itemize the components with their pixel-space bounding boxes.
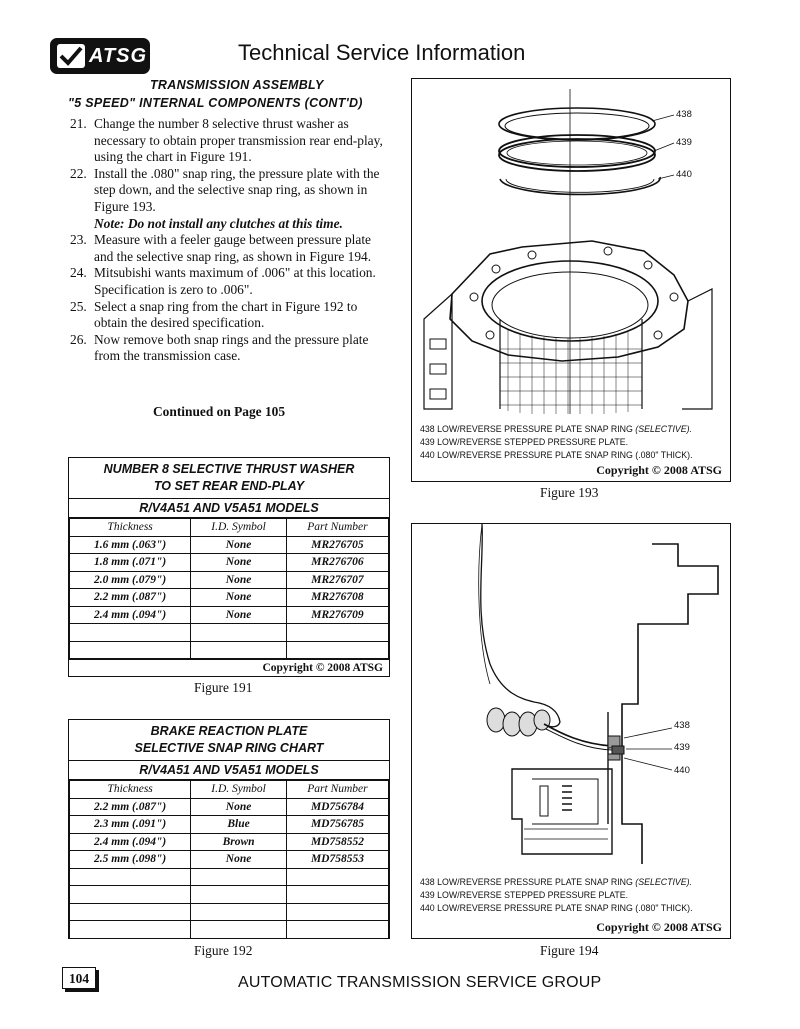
column-header: Part Number xyxy=(286,519,388,537)
step-item xyxy=(70,232,390,265)
cell: MR276706 xyxy=(286,554,388,572)
step-number: 23. xyxy=(70,232,87,248)
step-item xyxy=(70,116,390,166)
table-row xyxy=(70,851,389,869)
table-title xyxy=(69,458,389,499)
cell: 1.8 mm (.071") xyxy=(70,554,191,572)
figure-caption xyxy=(420,423,693,461)
cell: 2.0 mm (.079") xyxy=(70,571,191,589)
continued-note: Continued on Page 105 xyxy=(153,404,286,419)
table-row xyxy=(70,833,389,851)
cell: None xyxy=(191,851,287,869)
table-row-empty xyxy=(70,624,389,642)
step-number: 22. xyxy=(70,165,87,181)
table-copyright: Copyright © 2008 ATSG xyxy=(69,659,389,676)
table-row-empty xyxy=(70,886,389,904)
figure-194-box xyxy=(411,523,731,939)
cell: None xyxy=(191,536,287,554)
caption-line: 440 LOW/REVERSE PRESSURE PLATE SNAP RING (.080" THICK). xyxy=(420,449,693,460)
figure-label: Figure 194 xyxy=(540,943,599,958)
table-row xyxy=(70,571,389,589)
table-title-line: SELECTIVE SNAP RING CHART xyxy=(134,741,324,755)
caption-line: 438 LOW/REVERSE PRESSURE PLATE SNAP RING (SELECTIVE). xyxy=(420,424,692,434)
figure-copyright: Copyright © 2008 ATSG xyxy=(596,920,722,934)
step-item xyxy=(70,299,390,332)
cell: MR276705 xyxy=(286,536,388,554)
page-title: Technical Service Information xyxy=(238,40,526,65)
cell: Blue xyxy=(191,816,287,834)
callout-439: 439 xyxy=(674,742,690,753)
callout-438: 438 xyxy=(676,109,692,120)
cell: 2.2 mm (.087") xyxy=(70,589,191,607)
atsg-logo xyxy=(50,38,150,74)
table-title-line: BRAKE REACTION PLATE xyxy=(150,724,308,738)
cell: MD756785 xyxy=(286,816,388,834)
table-row xyxy=(70,798,389,816)
cell: 2.4 mm (.094") xyxy=(70,606,191,624)
cell: MD758553 xyxy=(286,851,388,869)
section-title: TRANSMISSION ASSEMBLY xyxy=(150,78,324,92)
step-text: Install the .080" snap ring, the pressure plate with the step down, and the selective snap ring, as shown in Figure 193. xyxy=(94,165,380,214)
cell: None xyxy=(191,554,287,572)
exploded-case-illustration xyxy=(412,79,729,419)
cell: 2.4 mm (.094") xyxy=(70,833,191,851)
callout-438: 438 xyxy=(674,720,690,731)
figure-label: Figure 191 xyxy=(194,680,253,695)
cell: 1.6 mm (.063") xyxy=(70,536,191,554)
step-item xyxy=(70,332,390,365)
table-header-row xyxy=(70,519,389,537)
table-row xyxy=(70,816,389,834)
callout-439: 439 xyxy=(676,137,692,148)
caption-line: 439 LOW/REVERSE STEPPED PRESSURE PLATE. xyxy=(420,436,629,447)
figure-caption xyxy=(420,876,693,914)
cell: None xyxy=(191,798,287,816)
section-subtitle: "5 SPEED" INTERNAL COMPONENTS (CONT'D) xyxy=(68,96,363,110)
column-header: I.D. Symbol xyxy=(191,519,287,537)
checkmark-icon xyxy=(57,44,85,68)
table-subtitle: R/V4A51 AND V5A51 MODELS xyxy=(69,499,389,518)
table-title-line: TO SET REAR END-PLAY xyxy=(153,479,305,493)
caption-line: 440 LOW/REVERSE PRESSURE PLATE SNAP RING (.080" THICK). xyxy=(420,902,693,913)
caption-line: 439 LOW/REVERSE STEPPED PRESSURE PLATE. xyxy=(420,889,629,900)
footer-text: AUTOMATIC TRANSMISSION SERVICE GROUP xyxy=(238,974,602,991)
step-text: Select a snap ring from the chart in Figure 192 to obtain the desired specification. xyxy=(94,298,358,331)
table-row-empty xyxy=(70,921,389,938)
cell: MD756784 xyxy=(286,798,388,816)
cell: MR276708 xyxy=(286,589,388,607)
cell: 2.5 mm (.098") xyxy=(70,851,191,869)
data-table xyxy=(69,780,389,938)
cell: None xyxy=(191,571,287,589)
snap-ring-table xyxy=(68,719,390,939)
table-title xyxy=(69,720,389,761)
cell: None xyxy=(191,589,287,607)
table-row xyxy=(70,554,389,572)
table-row xyxy=(70,606,389,624)
caption-line: 438 LOW/REVERSE PRESSURE PLATE SNAP RING (SELECTIVE). xyxy=(420,877,692,887)
step-text: Mitsubishi wants maximum of .006" at this location. Specification is zero to .006". xyxy=(94,265,376,297)
table-row xyxy=(70,589,389,607)
column-header: I.D. Symbol xyxy=(191,781,287,799)
thrust-washer-table xyxy=(68,457,390,677)
step-number: 26. xyxy=(70,331,87,347)
step-text: Change the number 8 selective thrust washer as necessary to obtain proper transmission rear end-play, using the chart in Figure 191. xyxy=(94,116,383,165)
steps-list xyxy=(70,116,390,365)
feeler-gauge-illustration xyxy=(412,524,729,869)
figure-label: Figure 192 xyxy=(194,943,253,958)
step-number: 21. xyxy=(70,116,87,131)
figure-label: Figure 193 xyxy=(540,485,599,500)
cell: MR276707 xyxy=(286,571,388,589)
figure-193-box xyxy=(411,78,731,482)
cell: Brown xyxy=(191,833,287,851)
table-row-empty xyxy=(70,641,389,659)
data-table xyxy=(69,518,389,659)
cell: MR276709 xyxy=(286,606,388,624)
step-note: Note: Do not install any clutches at this time. xyxy=(94,215,343,231)
column-header: Thickness xyxy=(70,781,191,799)
figure-copyright: Copyright © 2008 ATSG xyxy=(596,463,722,477)
step-number: 24. xyxy=(70,265,87,281)
step-item xyxy=(70,265,390,298)
cell: 2.3 mm (.091") xyxy=(70,816,191,834)
table-title-line: NUMBER 8 SELECTIVE THRUST WASHER xyxy=(103,462,355,476)
cell: 2.2 mm (.087") xyxy=(70,798,191,816)
cell: MD758552 xyxy=(286,833,388,851)
callout-440: 440 xyxy=(676,169,692,180)
step-item xyxy=(70,166,390,232)
step-number: 25. xyxy=(70,298,87,314)
cell: None xyxy=(191,606,287,624)
table-row xyxy=(70,536,389,554)
callout-440: 440 xyxy=(674,765,690,776)
step-text: Now remove both snap rings and the pressure plate from the transmission case. xyxy=(94,331,369,364)
page-number: 104 xyxy=(62,967,96,989)
table-header-row xyxy=(70,781,389,799)
column-header: Thickness xyxy=(70,519,191,537)
logo-text: ATSG xyxy=(89,45,148,67)
table-row-empty xyxy=(70,903,389,921)
table-row-empty xyxy=(70,868,389,886)
step-text: Measure with a feeler gauge between pressure plate and the selective snap ring, as shown in Figure 194. xyxy=(94,232,372,264)
column-header: Part Number xyxy=(286,781,388,799)
table-subtitle: R/V4A51 AND V5A51 MODELS xyxy=(69,761,389,780)
